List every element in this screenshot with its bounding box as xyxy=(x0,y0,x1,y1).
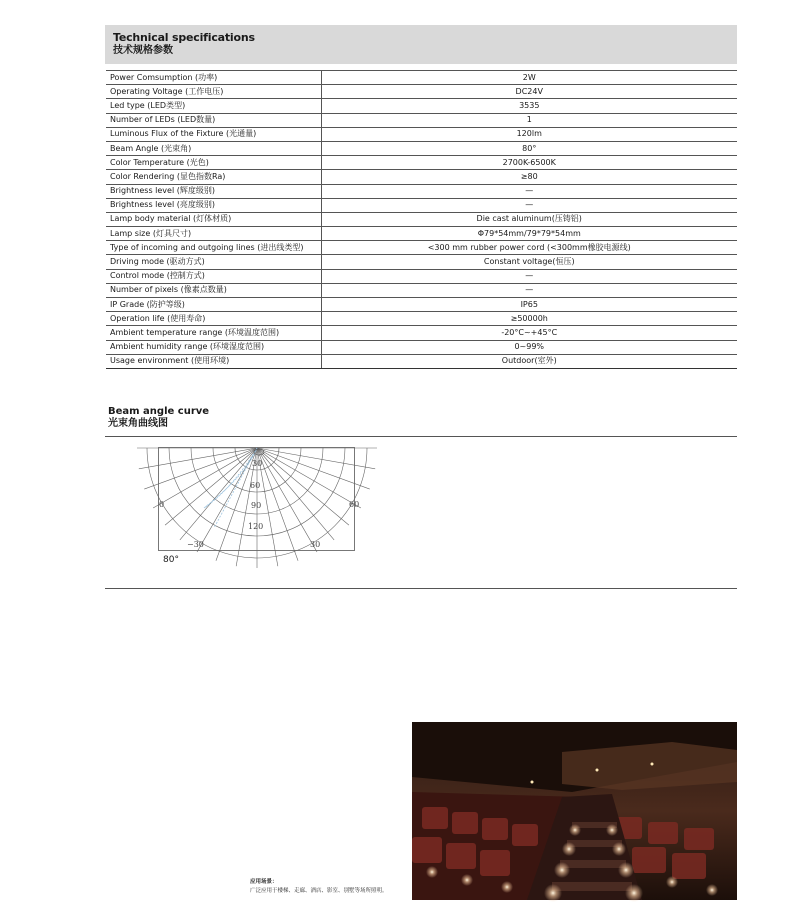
spec-row xyxy=(106,170,737,184)
angle-label-right: 30 xyxy=(310,540,321,549)
spec-value: 3535 xyxy=(321,99,737,113)
spec-table xyxy=(106,70,737,369)
spec-row xyxy=(106,326,737,340)
spec-value: — xyxy=(321,198,737,212)
spec-row xyxy=(106,340,737,354)
spec-value: 2700K-6500K xyxy=(321,156,737,170)
spec-row xyxy=(106,156,737,170)
spec-row xyxy=(106,312,737,326)
beam-section-title xyxy=(108,406,209,430)
beam-title-zh: 光束角曲线图 xyxy=(108,418,168,429)
spec-label: Lamp body material (灯体材质) xyxy=(106,212,321,226)
spec-row xyxy=(106,113,737,127)
spec-label: Control mode (控制方式) xyxy=(106,269,321,283)
spec-value: Outdoor(室外) xyxy=(321,354,737,368)
spec-label: Brightness level (亮度级别) xyxy=(106,198,321,212)
spec-value: 1 xyxy=(321,113,737,127)
angle-label-left: −30 xyxy=(187,540,204,549)
beam-curve xyxy=(204,448,257,508)
spec-label: Usage environment (使用环境) xyxy=(106,354,321,368)
spec-label: Luminous Flux of the Fixture (光通量) xyxy=(106,127,321,141)
spec-row xyxy=(106,127,737,141)
spec-title-zh: 技术规格参数 xyxy=(113,45,173,56)
spec-label: Beam Angle (光束角) xyxy=(106,141,321,155)
angle-label-far-left: 0 xyxy=(159,500,165,509)
ring-label-60: 60 xyxy=(250,481,261,490)
spec-label: Number of LEDs (LED数量) xyxy=(106,113,321,127)
spec-value: 80° xyxy=(321,141,737,155)
spec-row xyxy=(106,85,737,99)
section-divider-bottom xyxy=(105,588,737,589)
spec-label: Led type (LED类型) xyxy=(106,99,321,113)
spec-row xyxy=(106,269,737,283)
spec-label: IP Grade (防护等级) xyxy=(106,298,321,312)
spec-label: Driving mode (驱动方式) xyxy=(106,255,321,269)
spec-value: Φ79*54mm/79*79*54mm xyxy=(321,227,737,241)
spec-header-band xyxy=(105,25,737,64)
spec-value: Constant voltage(恒压) xyxy=(321,255,737,269)
spec-label: Color Temperature (光色) xyxy=(106,156,321,170)
spec-label: Ambient temperature range (环境温度范围) xyxy=(106,326,321,340)
beam-angle-value: 80° xyxy=(163,555,179,565)
spec-value: — xyxy=(321,269,737,283)
application-note-text: 广泛应用于楼梯、走廊、酒店、影室、别墅等场所照明。 xyxy=(250,888,388,894)
application-photo-cinema xyxy=(412,722,737,900)
beam-angle-diagram xyxy=(158,447,360,551)
spec-label: Ambient humidity range (环境湿度范围) xyxy=(106,340,321,354)
spec-value: <300 mm rubber power cord (<300mm橡胶电源线) xyxy=(321,241,737,255)
spec-label: Brightness level (辉度级别) xyxy=(106,184,321,198)
spec-title-en: Technical specifications xyxy=(113,31,255,44)
spec-value: IP65 xyxy=(321,298,737,312)
spec-row xyxy=(106,241,737,255)
spec-row xyxy=(106,227,737,241)
spec-value: ≥80 xyxy=(321,170,737,184)
spec-value: 0~99% xyxy=(321,340,737,354)
spec-row xyxy=(106,354,737,368)
spec-value: 120lm xyxy=(321,127,737,141)
beam-title-en: Beam angle curve xyxy=(108,406,210,417)
spec-label: Type of incoming and outgoing lines (进出线类型) xyxy=(106,241,321,255)
application-note xyxy=(250,878,388,896)
spec-row xyxy=(106,71,737,85)
spec-value: -20°C~+45°C xyxy=(321,326,737,340)
spec-label: Color Rendering (显色指数Ra) xyxy=(106,170,321,184)
spec-label: Operation life (使用寿命) xyxy=(106,312,321,326)
ring-label-90: 90 xyxy=(251,501,262,510)
spec-label: Power Comsumption (功率) xyxy=(106,71,321,85)
spec-row xyxy=(106,283,737,297)
spec-label: Number of pixels (像素点数量) xyxy=(106,283,321,297)
spec-value: DC24V xyxy=(321,85,737,99)
spec-label: Lamp size (灯具尺寸) xyxy=(106,227,321,241)
spec-value: Die cast aluminum(压铸铝) xyxy=(321,212,737,226)
application-note-title: 应用场景： xyxy=(250,879,278,885)
spec-row xyxy=(106,298,737,312)
ring-label-120: 120 xyxy=(248,522,264,531)
spec-value: — xyxy=(321,184,737,198)
spec-row xyxy=(106,255,737,269)
ring-label-30: 30 xyxy=(252,459,263,468)
spec-value: — xyxy=(321,283,737,297)
spec-row xyxy=(106,184,737,198)
spec-label: Operating Voltage (工作电压) xyxy=(106,85,321,99)
spec-row xyxy=(106,99,737,113)
section-divider-top xyxy=(105,436,737,437)
spec-value: 2W xyxy=(321,71,737,85)
spec-row xyxy=(106,198,737,212)
spec-value: ≥50000h xyxy=(321,312,737,326)
spec-row xyxy=(106,141,737,155)
angle-label-far-right: 60 xyxy=(349,500,360,509)
spec-row xyxy=(106,212,737,226)
